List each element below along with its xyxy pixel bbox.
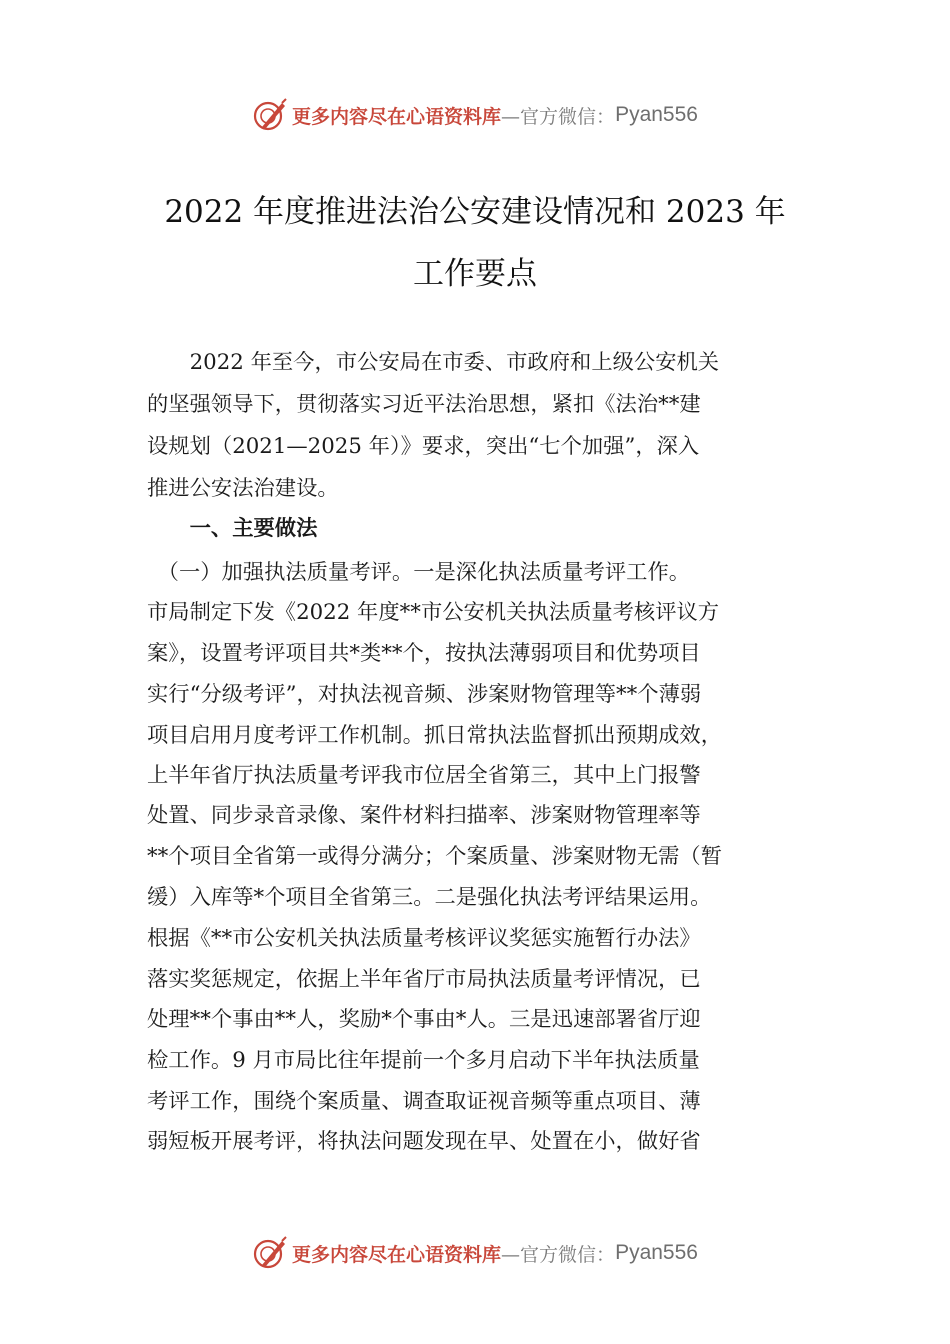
watermark-wechat-id: Pyan556 bbox=[615, 1241, 698, 1264]
body-line: 检工作。9 月市局比往年提前一个多月启动下半年执法质量 bbox=[147, 1048, 700, 1073]
body-line: 根据《**市公安机关执法质量考核评议奖惩实施暂行办法》 bbox=[147, 926, 701, 951]
body-line: 落实奖惩规定，依据上半年省厅市局执法质量考评情况，已 bbox=[147, 967, 701, 992]
body-line: 考评工作，围绕个案质量、调查取证视音频等重点项目、薄 bbox=[147, 1089, 701, 1114]
watermark-brand: 更多内容尽在心语资料库 bbox=[292, 1243, 502, 1266]
document-title-line-1: 2022 年度推进法治公安建设情况和 2023 年 bbox=[164, 194, 786, 230]
body-line: 案》，设置考评项目共*类**个，按执法薄弱项目和优势项目 bbox=[147, 641, 701, 666]
body-line: 处理**个事由**人，奖励*个事由*人。三是迅速部署省厅迎 bbox=[147, 1007, 701, 1032]
quill-logo-icon bbox=[252, 97, 288, 133]
watermark-label: —官方微信： bbox=[501, 1243, 616, 1266]
body-line: 设规划（2021—2025 年）》要求，突出“七个加强”，深入 bbox=[147, 434, 700, 459]
watermark-wechat-id: Pyan556 bbox=[615, 103, 698, 126]
quill-logo-icon bbox=[252, 1235, 288, 1271]
section-heading: 一、主要做法 bbox=[147, 516, 318, 541]
body-line: 的坚强领导下，贯彻落实习近平法治思想，紧扣《法治**建 bbox=[147, 392, 701, 417]
body-line: 弱短板开展考评，将执法问题发现在早、处置在小，做好省 bbox=[147, 1129, 701, 1154]
body-line: 实行“分级考评”，对执法视音频、涉案财物管理等**个薄弱 bbox=[147, 682, 702, 707]
body-line: **个项目全省第一或得分满分；个案质量、涉案财物无需（暂 bbox=[147, 844, 723, 869]
watermark-brand: 更多内容尽在心语资料库 bbox=[292, 105, 502, 128]
body-line: 推进公安法治建设。 bbox=[147, 476, 339, 501]
body-line: 上半年省厅执法质量考评我市位居全省第三，其中上门报警 bbox=[147, 763, 701, 788]
watermark-footer bbox=[0, 1233, 950, 1273]
watermark-label: —官方微信： bbox=[501, 105, 616, 128]
body-line: 缓）入库等*个项目全省第三。二是强化执法考评结果运用。 bbox=[147, 885, 712, 910]
body-line: 2022 年至今，市公安局在市委、市政府和上级公安机关 bbox=[147, 350, 720, 375]
watermark-header bbox=[0, 95, 950, 135]
body-line: 项目启用月度考评工作机制。抓日常执法监督抓出预期成效， bbox=[147, 723, 723, 748]
body-line: （一）加强执法质量考评。一是深化执法质量考评工作。 bbox=[147, 560, 691, 585]
body-line: 处置、同步录音录像、案件材料扫描率、涉案财物管理率等 bbox=[147, 803, 701, 828]
document-title-line-2: 工作要点 bbox=[413, 256, 537, 292]
body-line: 市局制定下发《2022 年度**市公安机关执法质量考核评议方 bbox=[147, 600, 720, 625]
